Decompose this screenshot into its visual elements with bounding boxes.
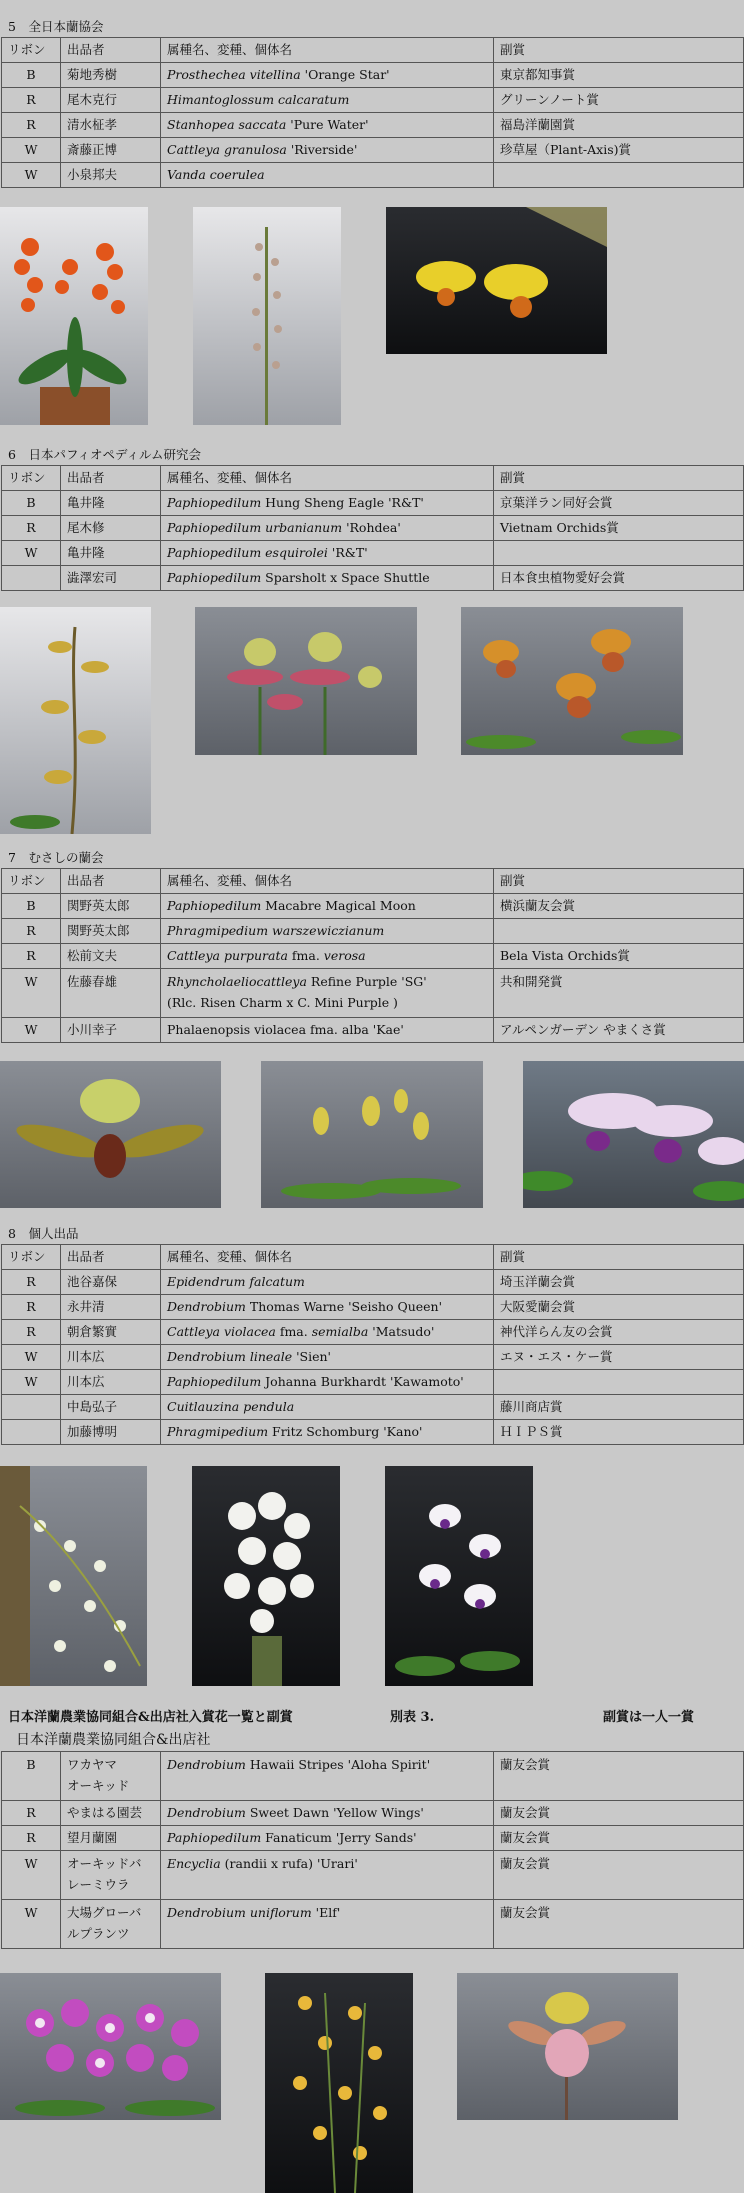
header-exhibitor: 出品者 bbox=[61, 1245, 161, 1270]
species-genus: Paphiopedilum bbox=[167, 1830, 262, 1845]
orchid-photo-paph-tall bbox=[0, 607, 151, 834]
species-rest: 'Sien' bbox=[292, 1349, 331, 1364]
species-cultivar: 'Matsudo' bbox=[368, 1324, 435, 1339]
header-exhibitor: 出品者 bbox=[61, 869, 161, 894]
exhibitor-cell: 亀井隆 bbox=[61, 541, 161, 566]
species-forma: verosa bbox=[323, 948, 366, 963]
header-ribbon: リボン bbox=[2, 466, 61, 491]
species-genus: Paphiopedilum esquirolei bbox=[167, 545, 328, 560]
header-species: 属種名、変種、個体名 bbox=[161, 1245, 494, 1270]
award-cell: 共和開発賞 bbox=[494, 969, 744, 1018]
award-cell: 蘭友会賞 bbox=[494, 1851, 744, 1900]
species-rest: Johanna Burkhardt 'Kawamoto' bbox=[261, 1374, 464, 1389]
table-row bbox=[2, 491, 744, 516]
ribbon-cell: W bbox=[2, 1370, 61, 1395]
award-cell: 蘭友会賞 bbox=[494, 1900, 744, 1949]
exhibitor-cell: 池谷嘉保 bbox=[61, 1270, 161, 1295]
orchid-photo-paph-green bbox=[195, 607, 417, 755]
table-row bbox=[2, 113, 744, 138]
exhibitor-line1: ワカヤマ bbox=[67, 1757, 118, 1772]
species-genus: Paphiopedilum bbox=[167, 1374, 262, 1389]
species-cell bbox=[161, 566, 494, 591]
exhibitor-cell: 亀井隆 bbox=[61, 491, 161, 516]
species-cell bbox=[161, 1801, 494, 1826]
exhibitor-cell: 川本広 bbox=[61, 1345, 161, 1370]
orchid-photo-dendrobium-lineale bbox=[385, 1466, 533, 1686]
species-genus: Phragmipedium warszewiczianum bbox=[167, 923, 385, 938]
species-forma: semialba bbox=[311, 1324, 369, 1339]
ribbon-cell: R bbox=[2, 1270, 61, 1295]
species-genus: Dendrobium bbox=[167, 1757, 246, 1772]
ribbon-cell: W bbox=[2, 163, 61, 188]
award-cell: 藤川商店賞 bbox=[494, 1395, 744, 1420]
ribbon-cell bbox=[2, 1420, 61, 1445]
species-genus: Dendrobium lineale bbox=[167, 1349, 293, 1364]
exhibitor-line2: ルプランツ bbox=[67, 1926, 130, 1941]
header-ribbon: リボン bbox=[2, 869, 61, 894]
trade-heading: 日本洋蘭農業協同組合&出店社入賞花一覧と副賞 bbox=[8, 1710, 293, 1725]
table-row bbox=[2, 1018, 744, 1043]
species-genus: Himantoglossum calcaratum bbox=[167, 92, 350, 107]
species-rest: 'R&T' bbox=[327, 545, 368, 560]
table-row bbox=[2, 919, 744, 944]
species-cell bbox=[161, 516, 494, 541]
species-cell bbox=[161, 944, 494, 969]
species-rest: 'Pure Water' bbox=[286, 117, 369, 132]
species-genus: Dendrobium uniflorum bbox=[167, 1905, 312, 1920]
exhibitor-cell: 斎藤正博 bbox=[61, 138, 161, 163]
trade-note: 副賞は一人一賞 bbox=[603, 1710, 695, 1725]
ribbon-cell: W bbox=[2, 1900, 61, 1949]
award-cell: 珍草屋（Plant-Axis)賞 bbox=[494, 138, 744, 163]
species-cell bbox=[161, 88, 494, 113]
species-rest: fma. bbox=[275, 1324, 312, 1339]
table-row bbox=[2, 88, 744, 113]
species-cell bbox=[161, 1851, 494, 1900]
ribbon-cell: R bbox=[2, 113, 61, 138]
award-cell: 日本食虫植物愛好会賞 bbox=[494, 566, 744, 591]
header-species: 属種名、変種、個体名 bbox=[161, 466, 494, 491]
species-rest: 'Riverside' bbox=[286, 142, 358, 157]
table-row bbox=[2, 1752, 744, 1801]
table-row bbox=[2, 1801, 744, 1826]
ribbon-cell: B bbox=[2, 63, 61, 88]
orchid-photo-spike bbox=[193, 207, 341, 425]
award-cell bbox=[494, 163, 744, 188]
table-row bbox=[2, 969, 744, 1018]
species-cell bbox=[161, 491, 494, 516]
header-exhibitor: 出品者 bbox=[61, 466, 161, 491]
species-rest: Fritz Schomburg 'Kano' bbox=[268, 1424, 423, 1439]
species-cell bbox=[161, 1370, 494, 1395]
table-header-row bbox=[2, 38, 744, 63]
species-cell bbox=[161, 63, 494, 88]
species-rest: 'Elf' bbox=[311, 1905, 341, 1920]
species-cell bbox=[161, 163, 494, 188]
species-cell bbox=[161, 919, 494, 944]
species-rest: 'Orange Star' bbox=[300, 67, 390, 82]
orchid-photo-dendrobium-pink bbox=[0, 1973, 221, 2120]
ribbon-cell: W bbox=[2, 541, 61, 566]
header-species: 属種名、変種、個体名 bbox=[161, 38, 494, 63]
table-header-row bbox=[2, 466, 744, 491]
award-cell: 横浜蘭友会賞 bbox=[494, 894, 744, 919]
orchid-photo-dendrobium-white bbox=[192, 1466, 340, 1686]
table-row bbox=[2, 566, 744, 591]
table-row bbox=[2, 1900, 744, 1949]
species-rest: Fanaticum 'Jerry Sands' bbox=[261, 1830, 417, 1845]
table-row bbox=[2, 894, 744, 919]
table-row bbox=[2, 541, 744, 566]
species-genus: Cattleya granulosa bbox=[167, 142, 287, 157]
exhibitor-cell bbox=[61, 1900, 161, 1949]
ribbon-cell: R bbox=[2, 516, 61, 541]
species-rest: Refine Purple 'SG' bbox=[306, 974, 427, 989]
header-award: 副賞 bbox=[494, 869, 744, 894]
species-genus: Epidendrum falcatum bbox=[167, 1274, 305, 1289]
exhibitor-cell: 尾木修 bbox=[61, 516, 161, 541]
species-cell bbox=[161, 1270, 494, 1295]
species-rest: Macabre Magical Moon bbox=[261, 898, 416, 913]
ribbon-cell: R bbox=[2, 1295, 61, 1320]
species-cell bbox=[161, 1345, 494, 1370]
ribbon-cell bbox=[2, 566, 61, 591]
table-row bbox=[2, 63, 744, 88]
table-header-row bbox=[2, 869, 744, 894]
award-cell: 東京都知事賞 bbox=[494, 63, 744, 88]
species-cell bbox=[161, 894, 494, 919]
species-genus: Stanhopea saccata bbox=[167, 117, 287, 132]
award-cell bbox=[494, 1370, 744, 1395]
table-row bbox=[2, 1395, 744, 1420]
species-genus: Cattleya violacea bbox=[167, 1324, 276, 1339]
header-species: 属種名、変種、個体名 bbox=[161, 869, 494, 894]
award-cell: 蘭友会賞 bbox=[494, 1801, 744, 1826]
ribbon-cell: W bbox=[2, 1851, 61, 1900]
exhibitor-line2: レーミウラ bbox=[67, 1877, 130, 1892]
exhibitor-cell: 菊地秀樹 bbox=[61, 63, 161, 88]
species-genus: Cattleya purpurata bbox=[167, 948, 288, 963]
exhibitor-cell: 澁澤宏司 bbox=[61, 566, 161, 591]
exhibitor-cell: 尾木克行 bbox=[61, 88, 161, 113]
species-genus: Paphiopedilum bbox=[167, 570, 262, 585]
ribbon-cell: R bbox=[2, 1320, 61, 1345]
orchid-photo-paph-orange bbox=[461, 607, 683, 755]
species-cell bbox=[161, 969, 494, 1018]
section-6-title: 6 日本パフィオペディルム研究会 bbox=[8, 447, 201, 462]
ribbon-cell: B bbox=[2, 491, 61, 516]
species-genus: Encyclia bbox=[167, 1856, 221, 1871]
species-rest: Hawaii Stripes 'Aloha Spirit' bbox=[245, 1757, 431, 1772]
header-ribbon: リボン bbox=[2, 1245, 61, 1270]
exhibitor-cell: 小泉邦夫 bbox=[61, 163, 161, 188]
award-cell: 福島洋蘭園賞 bbox=[494, 113, 744, 138]
award-cell: エヌ・エス・ケー賞 bbox=[494, 1345, 744, 1370]
table-row bbox=[2, 1345, 744, 1370]
ribbon-cell: R bbox=[2, 1801, 61, 1826]
section-5-title: 5 全日本蘭協会 bbox=[8, 19, 104, 34]
species-cell bbox=[161, 1295, 494, 1320]
table-row bbox=[2, 1420, 744, 1445]
table-row bbox=[2, 1320, 744, 1345]
exhibitor-cell: 中島弘子 bbox=[61, 1395, 161, 1420]
species-cell bbox=[161, 1018, 494, 1043]
ribbon-cell: R bbox=[2, 88, 61, 113]
species-genus: Cuitlauzina pendula bbox=[167, 1399, 295, 1414]
species-cell bbox=[161, 1320, 494, 1345]
award-cell bbox=[494, 541, 744, 566]
header-award: 副賞 bbox=[494, 38, 744, 63]
exhibitor-line1: 大場グローバ bbox=[67, 1905, 142, 1920]
species-rest: Sweet Dawn 'Yellow Wings' bbox=[245, 1805, 424, 1820]
species-cell bbox=[161, 113, 494, 138]
header-award: 副賞 bbox=[494, 1245, 744, 1270]
species-rest: Phalaenopsis violacea fma. alba 'Kae' bbox=[167, 1022, 404, 1037]
table-header-row bbox=[2, 1245, 744, 1270]
ribbon-cell bbox=[2, 1395, 61, 1420]
exhibitor-cell: やまはる園芸 bbox=[61, 1801, 161, 1826]
orchid-photo-dendrobium-yellow bbox=[265, 1973, 413, 2193]
table-row bbox=[2, 163, 744, 188]
header-exhibitor: 出品者 bbox=[61, 38, 161, 63]
orchid-photo-yellow bbox=[386, 207, 607, 354]
ribbon-cell: B bbox=[2, 1752, 61, 1801]
header-ribbon: リボン bbox=[2, 38, 61, 63]
species-rest: 'Rohdea' bbox=[342, 520, 401, 535]
section-7-title: 7 むさしの蘭会 bbox=[8, 850, 104, 865]
table-row bbox=[2, 138, 744, 163]
ribbon-cell: W bbox=[2, 138, 61, 163]
species-genus: Paphiopedilum bbox=[167, 898, 262, 913]
trade-subtitle: 日本洋蘭農業協同組合&出店社 bbox=[16, 1732, 211, 1748]
species-rest: Hung Sheng Eagle 'R&T' bbox=[261, 495, 424, 510]
exhibitor-cell bbox=[61, 1851, 161, 1900]
ribbon-cell: W bbox=[2, 969, 61, 1018]
species-genus: Prosthechea vitellina bbox=[167, 67, 301, 82]
section-5-table bbox=[1, 37, 744, 188]
orchid-photo-cattleya bbox=[523, 1061, 744, 1208]
exhibitor-cell: 関野英太郎 bbox=[61, 894, 161, 919]
ribbon-cell: W bbox=[2, 1345, 61, 1370]
header-award: 副賞 bbox=[494, 466, 744, 491]
species-parentage: (Rlc. Risen Charm x C. Mini Purple ) bbox=[167, 995, 398, 1010]
orchid-photo-epidendrum bbox=[0, 1466, 147, 1686]
award-cell: Vietnam Orchids賞 bbox=[494, 516, 744, 541]
species-genus: Vanda coerulea bbox=[167, 167, 265, 182]
ribbon-cell: R bbox=[2, 919, 61, 944]
species-genus: Dendrobium bbox=[167, 1805, 246, 1820]
species-cell bbox=[161, 1826, 494, 1851]
award-cell: 大阪愛蘭会賞 bbox=[494, 1295, 744, 1320]
award-cell: 神代洋らん友の会賞 bbox=[494, 1320, 744, 1345]
orchid-photo-paph-spotted bbox=[0, 1061, 221, 1208]
species-cell bbox=[161, 1900, 494, 1949]
award-cell: 京葉洋ラン同好会賞 bbox=[494, 491, 744, 516]
species-genus: Dendrobium bbox=[167, 1299, 246, 1314]
section-6-table bbox=[1, 465, 744, 591]
table-row bbox=[2, 1370, 744, 1395]
exhibitor-cell: 朝倉繁實 bbox=[61, 1320, 161, 1345]
exhibitor-line2: オーキッド bbox=[67, 1778, 130, 1793]
exhibitor-cell: 川本広 bbox=[61, 1370, 161, 1395]
orchid-photo-paph-pink bbox=[457, 1973, 678, 2120]
exhibitor-cell bbox=[61, 1752, 161, 1801]
exhibitor-cell: 永井清 bbox=[61, 1295, 161, 1320]
ribbon-cell: R bbox=[2, 1826, 61, 1851]
exhibitor-cell: 関野英太郎 bbox=[61, 919, 161, 944]
trade-table-number: 別表 3. bbox=[390, 1710, 435, 1725]
award-cell: アルペンガーデン やまくさ賞 bbox=[494, 1018, 744, 1043]
section-8-title: 8 個人出品 bbox=[8, 1226, 79, 1241]
species-cell bbox=[161, 1420, 494, 1445]
species-rest: Thomas Warne 'Seisho Queen' bbox=[245, 1299, 443, 1314]
species-rest: Sparsholt x Space Shuttle bbox=[261, 570, 430, 585]
award-cell bbox=[494, 919, 744, 944]
table-row bbox=[2, 1295, 744, 1320]
award-cell: 蘭友会賞 bbox=[494, 1752, 744, 1801]
table-row bbox=[2, 1851, 744, 1900]
ribbon-cell: W bbox=[2, 1018, 61, 1043]
table-row bbox=[2, 1270, 744, 1295]
award-cell: グリーンノート賞 bbox=[494, 88, 744, 113]
exhibitor-cell: 清水柾孝 bbox=[61, 113, 161, 138]
award-cell: 埼玉洋蘭会賞 bbox=[494, 1270, 744, 1295]
table-row bbox=[2, 1826, 744, 1851]
award-cell: 蘭友会賞 bbox=[494, 1826, 744, 1851]
species-rest: (randii x rufa) 'Urari' bbox=[220, 1856, 358, 1871]
exhibitor-cell: 加藤博明 bbox=[61, 1420, 161, 1445]
table-row bbox=[2, 516, 744, 541]
trade-table bbox=[1, 1751, 744, 1949]
orchid-photo-phrag bbox=[261, 1061, 483, 1208]
exhibitor-cell: 松前文夫 bbox=[61, 944, 161, 969]
species-genus: Rhyncholaeliocattleya bbox=[167, 974, 307, 989]
exhibitor-cell: 佐藤春雄 bbox=[61, 969, 161, 1018]
species-genus: Phragmipedium bbox=[167, 1424, 269, 1439]
species-cell bbox=[161, 138, 494, 163]
species-genus: Paphiopedilum urbanianum bbox=[167, 520, 343, 535]
exhibitor-cell: 望月蘭園 bbox=[61, 1826, 161, 1851]
species-rest: fma. bbox=[287, 948, 324, 963]
award-cell: ＨＩＰＳ賞 bbox=[494, 1420, 744, 1445]
award-cell: Bela Vista Orchids賞 bbox=[494, 944, 744, 969]
species-genus: Paphiopedilum bbox=[167, 495, 262, 510]
orchid-photo-orange bbox=[0, 207, 148, 425]
ribbon-cell: R bbox=[2, 944, 61, 969]
species-cell bbox=[161, 1752, 494, 1801]
ribbon-cell: B bbox=[2, 894, 61, 919]
table-row bbox=[2, 944, 744, 969]
section-7-table bbox=[1, 868, 744, 1043]
section-8-table bbox=[1, 1244, 744, 1445]
exhibitor-cell: 小川幸子 bbox=[61, 1018, 161, 1043]
exhibitor-line1: オーキッドバ bbox=[67, 1856, 142, 1871]
species-cell bbox=[161, 541, 494, 566]
species-cell bbox=[161, 1395, 494, 1420]
